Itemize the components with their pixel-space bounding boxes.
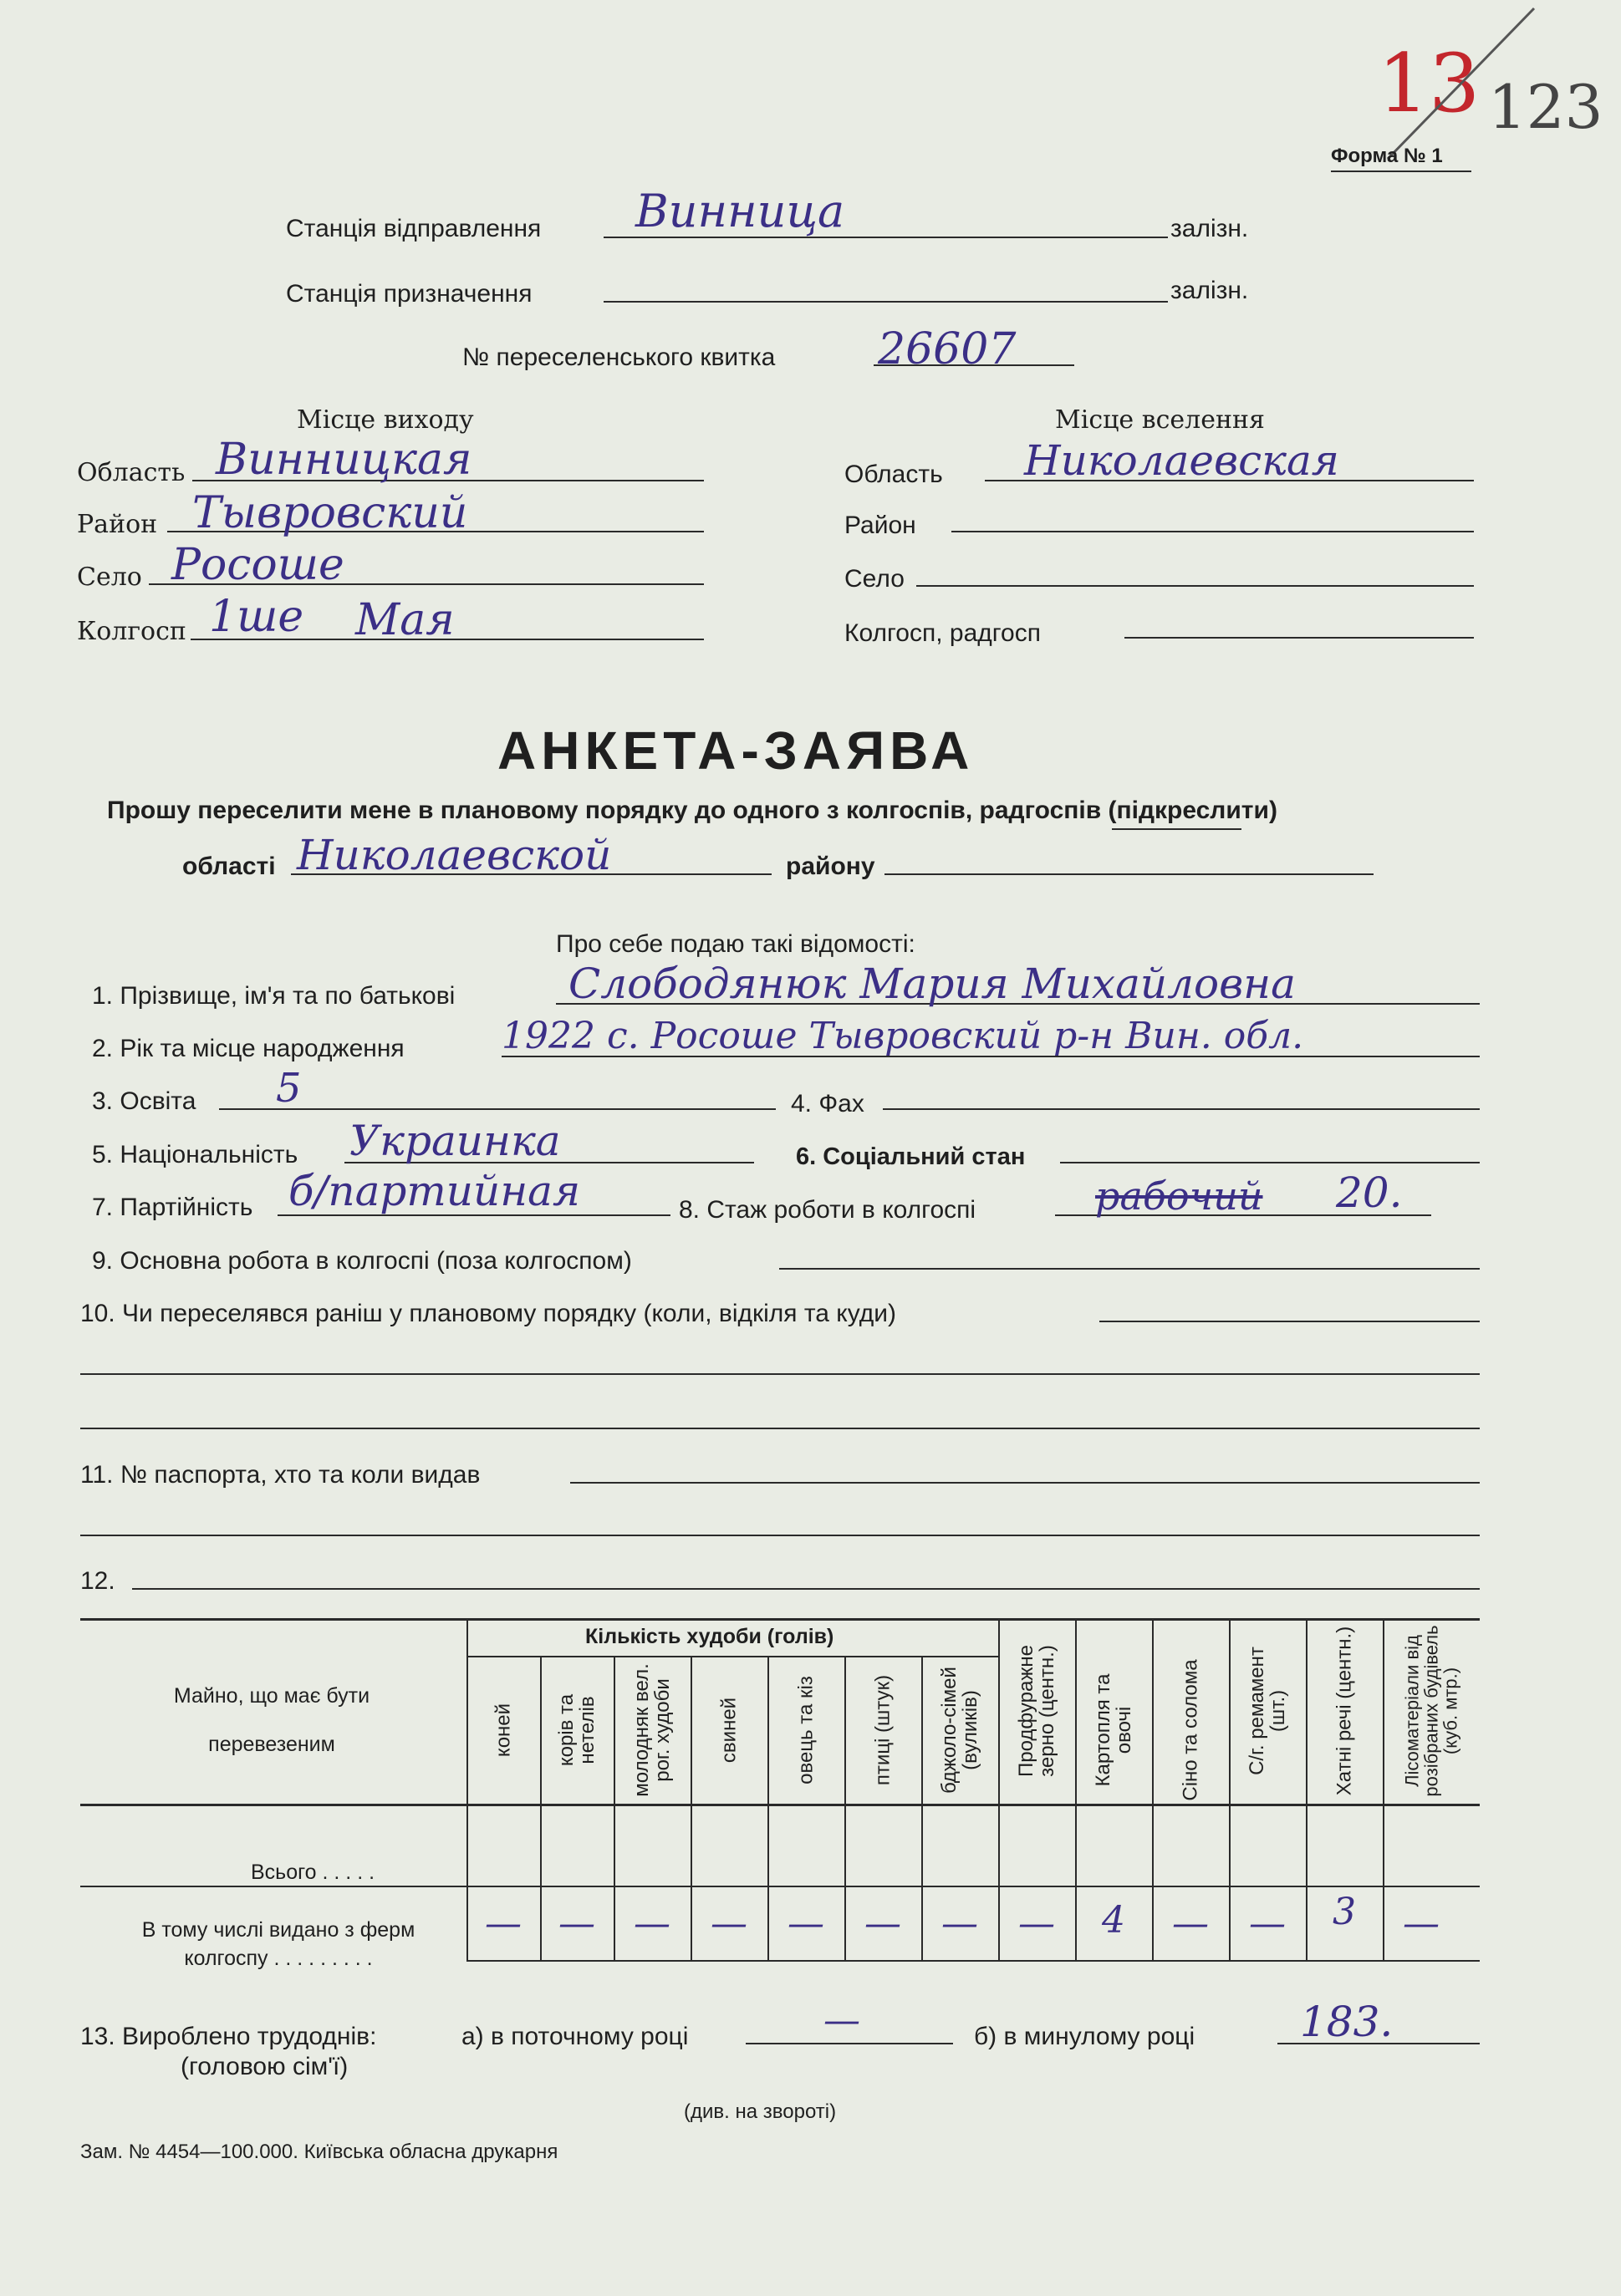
rail-label-1: залізн.	[1170, 215, 1249, 242]
field-11-label: 11. № паспорта, хто та коли видав	[80, 1461, 481, 1489]
origin-selo-label: Село	[77, 563, 142, 592]
field-11-extra-line	[80, 1535, 1480, 1536]
column-header-3: молодняк вел. рог. худоби	[630, 1663, 674, 1797]
table-total-row-rule	[80, 1886, 1480, 1887]
form-title: АНКЕТА-ЗАЯВА	[497, 720, 975, 781]
field-8-value: 20.	[1336, 1168, 1403, 1217]
table-divider-0	[466, 1618, 468, 1960]
table-divider-8	[1075, 1618, 1077, 1960]
field-11-line	[570, 1482, 1480, 1484]
request-line: Прошу переселити мене в плановому порядку до одного з колгоспів, радгоспів (підкреслити)	[107, 797, 1277, 824]
radhosp-underline	[1112, 828, 1241, 830]
column-header-8: Продфуражне зерно (центн.)	[1014, 1645, 1058, 1777]
farm-value-4: —	[711, 1902, 747, 1945]
table-top-rule	[80, 1618, 1480, 1621]
destination-rayon-label: Район	[844, 512, 916, 539]
field-6-line	[1060, 1162, 1480, 1163]
destination-heading: Місце вселення	[1055, 405, 1265, 435]
field-10-label: 10. Чи переселявся раніш у плановому порядку (коли, відкіля та куди)	[80, 1300, 897, 1327]
table-divider-5	[844, 1656, 846, 1960]
column-header-4: свиней	[717, 1697, 741, 1764]
field-1-value: Слободянюк Мария Михайловна	[568, 960, 1296, 1008]
destination-station-label: Станція призначення	[286, 280, 533, 308]
origin-oblast-value: Винницкая	[216, 435, 472, 485]
field-4-label: 4. Фах	[791, 1090, 864, 1117]
column-header-12: Хатні речі (центн.)	[1333, 1626, 1356, 1796]
field-13-sub: (головою сім'ї)	[181, 2053, 349, 2080]
table-divider-10	[1229, 1618, 1231, 1960]
destination-oblast-label: Область	[844, 461, 943, 488]
field-13-b-label: б) в минулому році	[974, 2023, 1195, 2050]
farm-row-label: В тому числі видано з ферм колгоспу . . . . . . . . .	[141, 1918, 415, 1970]
farm-value-7: —	[941, 1902, 978, 1945]
rail-label-2: залізн.	[1170, 277, 1249, 304]
origin-kolhosp-label: Колгосп	[77, 617, 186, 646]
origin-rayon-label: Район	[77, 510, 158, 539]
request-oblasti-label: області	[182, 853, 276, 880]
livestock-header: Кількість худоби (голів)	[585, 1625, 834, 1648]
farm-value-9: 4	[1102, 1899, 1125, 1942]
field-9-label: 9. Основна робота в колгоспі (поза колгоспом)	[92, 1247, 632, 1275]
field-13-label: 13. Вироблено трудоднів:	[80, 2023, 377, 2050]
request-rayonu-line	[884, 873, 1374, 875]
origin-selo-value: Росоше	[171, 540, 344, 590]
field-13-a-label: а) в поточному році	[461, 2023, 689, 2050]
origin-kolhosp-value-2: Мая	[355, 595, 455, 645]
field-3-value: 5	[276, 1065, 302, 1112]
field-7-value: б/партийная	[288, 1167, 581, 1215]
field-2-value: 1922 с. Росоше Тывровский р-н Вин. обл.	[502, 1015, 1304, 1057]
field-10-line	[1099, 1321, 1480, 1322]
field-5-value: Украинка	[349, 1117, 561, 1165]
field-2-label: 2. Рік та місце народження	[92, 1035, 405, 1062]
field-12-label: 12.	[80, 1567, 115, 1595]
field-10-extra-line-2	[80, 1428, 1480, 1429]
table-header-bottom-rule	[80, 1804, 1480, 1806]
origin-rayon-value: Тывровский	[192, 488, 468, 538]
field-13-a-value: —	[823, 1999, 860, 2042]
farm-value-3: —	[634, 1902, 670, 1945]
destination-selo-label: Село	[844, 565, 905, 593]
ticket-value: 26607	[878, 324, 1017, 374]
field-7-label: 7. Партійність	[92, 1194, 253, 1221]
table-divider-12	[1383, 1618, 1384, 1960]
column-header-6: птиці (штук)	[871, 1674, 895, 1786]
see-back-note: (див. на звороті)	[684, 2100, 837, 2123]
table-divider-2	[614, 1656, 615, 1960]
livestock-header-rule	[466, 1656, 998, 1657]
table-bottom-rule	[466, 1960, 1480, 1962]
printer-imprint: Зам. № 4454—100.000. Київська обласна друкарня	[80, 2141, 558, 2163]
field-4-line	[883, 1108, 1480, 1110]
table-divider-11	[1306, 1618, 1308, 1960]
farm-value-10: —	[1172, 1902, 1209, 1945]
total-row-label: Всього . . . . .	[251, 1861, 375, 1884]
table-divider-4	[767, 1656, 769, 1960]
table-divider-6	[921, 1656, 923, 1960]
column-header-10: Сіно та солома	[1179, 1659, 1202, 1801]
field-5-label: 5. Національність	[92, 1141, 298, 1168]
farm-value-13: —	[1403, 1902, 1440, 1945]
column-header-7: бджоло-сімей (вуликів)	[937, 1667, 981, 1794]
table-divider-3	[691, 1656, 692, 1960]
column-header-13: Лісоматеріали від розібраних будівель (куб. мтр.)	[1401, 1625, 1461, 1797]
origin-oblast-label: Область	[77, 458, 186, 487]
request-oblasti-value: Николаевской	[297, 831, 612, 879]
table-divider-9	[1152, 1618, 1154, 1960]
farm-value-2: —	[558, 1902, 595, 1945]
column-header-5: овець та кіз	[794, 1676, 818, 1784]
farm-value-6: —	[864, 1902, 901, 1945]
form-number: Форма № 1	[1331, 145, 1443, 167]
field-9-line	[779, 1268, 1480, 1270]
farm-value-11: —	[1249, 1902, 1286, 1945]
field-8-label: 8. Стаж роботи в колгоспі	[679, 1196, 976, 1224]
departure-station-label: Станція відправлення	[286, 215, 542, 242]
column-header-1: коней	[492, 1703, 515, 1758]
destination-station-line	[604, 301, 1168, 303]
field-1-label: 1. Прізвище, ім'я та по батькові	[92, 982, 456, 1010]
departure-station-value: Винница	[635, 185, 845, 237]
form-number-underline	[1331, 171, 1471, 172]
destination-kolhosp-label: Колгосп, радгосп	[844, 619, 1041, 647]
archive-mark-pencil: 123	[1488, 72, 1603, 142]
field-12-line	[132, 1588, 1480, 1590]
table-divider-1	[540, 1656, 542, 1960]
destination-selo-line	[916, 585, 1474, 587]
origin-kolhosp-value-1: 1ше	[209, 592, 304, 642]
field-3-label: 3. Освіта	[92, 1087, 196, 1115]
origin-heading: Місце виходу	[297, 405, 474, 435]
destination-kolhosp-line	[1124, 637, 1474, 639]
farm-value-5: —	[788, 1902, 824, 1945]
destination-oblast-value: Николаевская	[1024, 436, 1339, 485]
request-rayonu-label: району	[786, 853, 875, 880]
ticket-label: № переселенського квитка	[462, 344, 776, 371]
destination-rayon-line	[951, 531, 1474, 532]
farm-value-8: —	[1018, 1902, 1055, 1945]
column-header-11: С/г. ремамент (шт.)	[1245, 1647, 1289, 1775]
field-10-extra-line-1	[80, 1373, 1480, 1375]
field-3-line	[219, 1108, 776, 1110]
field-13-b-value: 183.	[1300, 1998, 1394, 2046]
intro-line: Про себе подаю такі відомості:	[556, 930, 915, 958]
farm-value-12: 3	[1333, 1891, 1356, 1933]
column-header-9: Картопля та овочі	[1091, 1673, 1135, 1787]
table-row-header: Майно, що має бути перевезеним	[173, 1684, 370, 1756]
archive-mark-red: 13	[1378, 37, 1481, 130]
field-13-a-line	[746, 2043, 953, 2044]
field-8-struck-value: рабочий	[1095, 1173, 1263, 1219]
table-divider-7	[998, 1618, 1000, 1960]
farm-value-1: —	[485, 1902, 522, 1945]
field-6-label: 6. Соціальний стан	[796, 1143, 1026, 1170]
column-header-2: корів та нетелів	[554, 1693, 599, 1767]
